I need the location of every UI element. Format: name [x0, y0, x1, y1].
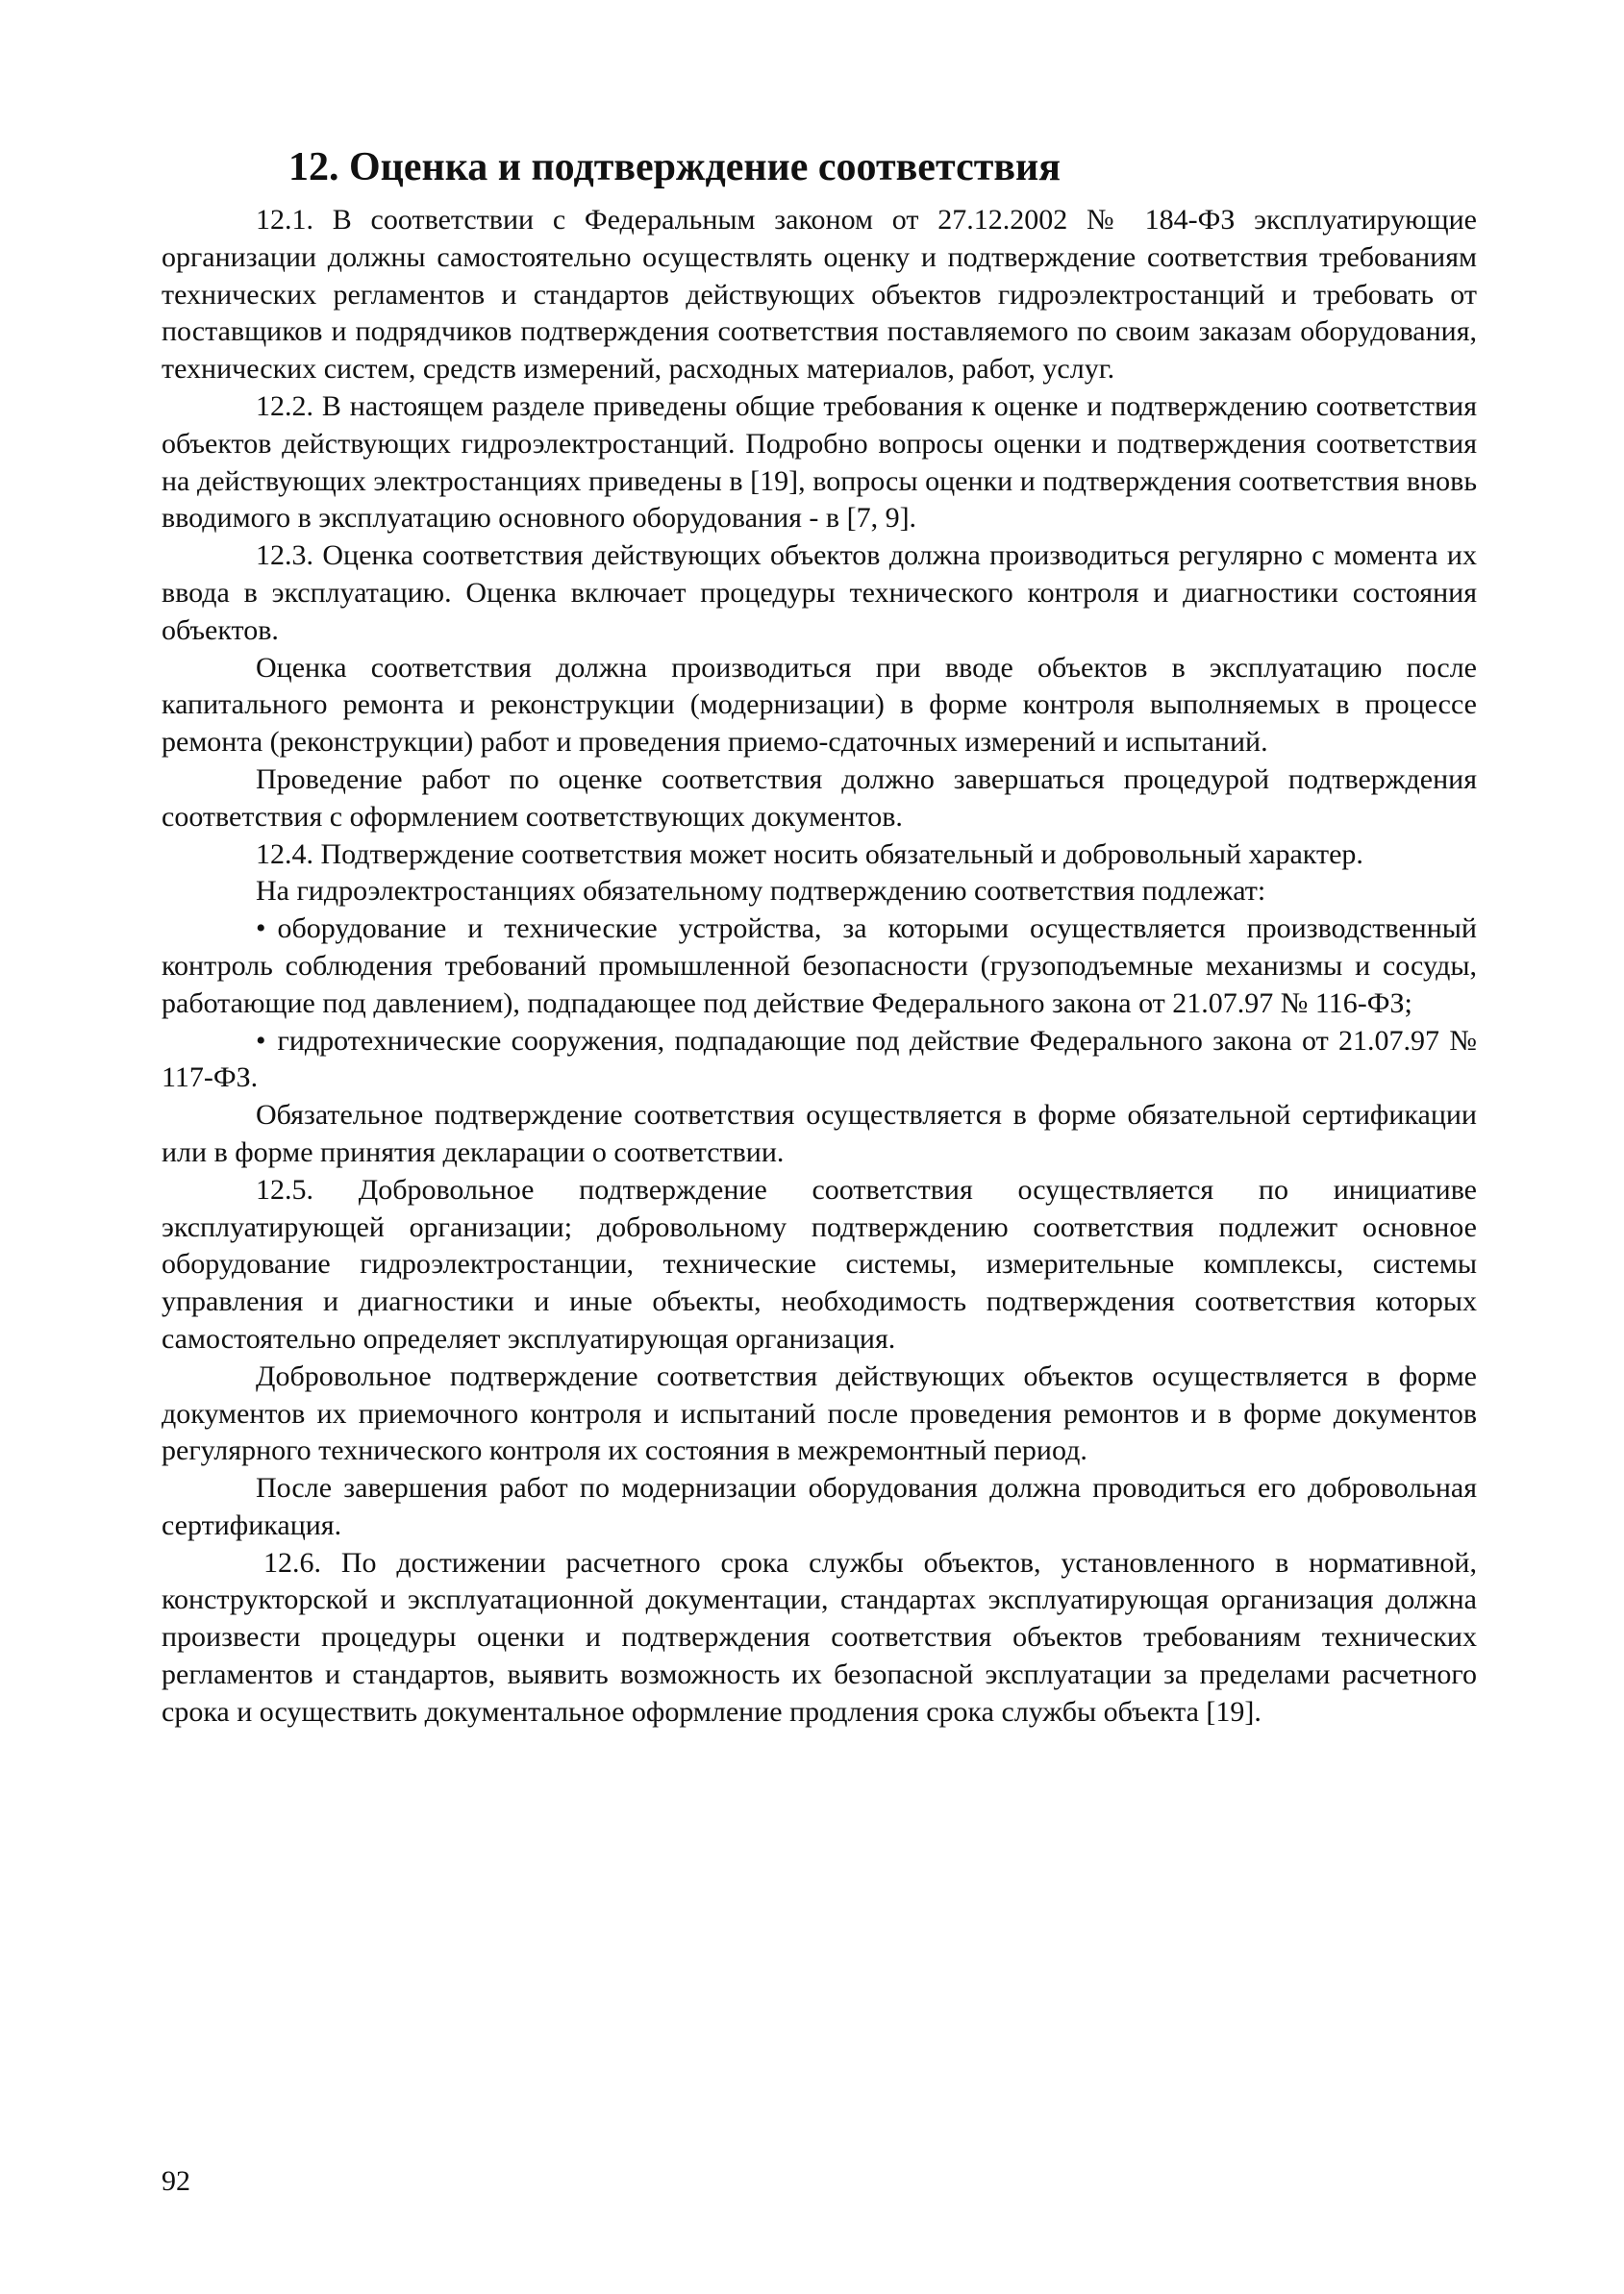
section-body — [162, 202, 1477, 1732]
paragraph-12-3-completion: Проведение работ по оценке соответствия должно завершаться процедурой подтверждения соответствия с оформлением соответствующих документов. — [162, 762, 1477, 833]
bullet-item-hydraulic-structures: • гидротехнические сооружения, подпадающие под действие Федерального закона от 21.07.97 № 117-ФЗ. — [162, 1023, 1477, 1098]
paragraph-12-5-certification: После завершения работ по модернизации оборудования должна проводиться его добровольная сертификация. — [162, 1472, 1477, 1541]
paragraph-12-3: 12.3. Оценка соответствия действующих объектов должна производиться регулярно с момента их ввода в эксплуатацию. Оценка включает процедуры технического контроля и диагностики состояния объектов. — [162, 539, 1477, 646]
paragraph-12-5-voluntary-form: Добровольное подтверждение соответствия действующих объектов осуществляется в форме документов их приемочного контроля и испытаний после проведения ремонтов и в форме документов регулярного технического контроля их состояния в межремонтный период. — [162, 1359, 1477, 1467]
paragraph-12-4-mandatory-form: Обязательное подтверждение соответствия осуществляется в форме обязательной сертификации или в форме принятия декларации о соответствии. — [162, 1099, 1477, 1168]
page-number: 92 — [162, 2165, 190, 2197]
bullet-item-equipment: • оборудование и технические устройства, за которыми осуществляется производственный контроль соблюдения требований промышленной безопасности (грузоподъемные механизмы и сосуды, работающие под давлением), подпадающее под действие Федерального закона от 21.07.97 № 116-ФЗ; — [162, 910, 1477, 1022]
section-title: 12. Оценка и подтверждение соответствия — [288, 145, 1061, 189]
paragraph-12-6: 12.6. По достижении расчетного срока службы объектов, установленного в нормативной, конструкторской и эксплуатационной документации, стандартах эксплуатирующая организация должна произвести процедуры оценки и подтверждения соответствия объектов требованиям технических регламентов и стандартов, выявить возможность их безопасной эксплуатации за пределами расчетного срока и осуществить документальное оформление продления срока службы объекта [19]. — [162, 1546, 1477, 1728]
paragraph-12-5: 12.5. Добровольное подтверждение соответствия осуществляется по инициативе эксплуатирующей организации; добровольному подтверждению соответствия подлежит основное оборудование гидроэлектростанции, технические системы, измерительные комплексы, системы управления и диагностики и иные объекты, необходимость подтверждения соответствия которых самостоятельно определяет эксплуатирующая организация. — [162, 1173, 1477, 1355]
paragraph-12-4-mandatory-intro: На гидроэлектростанциях обязательному подтверждению соответствия подлежат: — [256, 875, 1266, 908]
paragraph-12-4: 12.4. Подтверждение соответствия может носить обязательный и добровольный характер. — [256, 837, 1363, 870]
paragraph-12-1: 12.1. В соответствии с Федеральным законом от 27.12.2002 № 184-ФЗ эксплуатирующие организации должны самостоятельно осуществлять оценку и подтверждение соответствия требованиям технических регламентов и стандартов действующих объектов гидроэлектростанций и требовать от поставщиков и подрядчиков подтверждения соответствия поставляемого по своим заказам оборудования, технических систем, средств измерений, расходных материалов, работ, услуг. — [162, 204, 1477, 386]
paragraph-12-3-commissioning: Оценка соответствия должна производиться при вводе объектов в эксплуатацию после капитального ремонта и реконструкции (модернизации) в форме контроля выполняемых в процессе ремонта (реконструкции) работ и проведения приемо-сдаточных измерений и испытаний. — [162, 651, 1477, 759]
paragraph-12-2: 12.2. В настоящем разделе приведены общие требования к оценке и подтверждению соответствия объектов действующих гидроэлектростанций. Подробно вопросы оценки и подтверждения соответствия на действующих электростанциях приведены в [19], вопросы оценки и подтверждения соответствия вновь вводимого в эксплуатацию основного оборудования - в [7, 9]. — [162, 389, 1477, 535]
